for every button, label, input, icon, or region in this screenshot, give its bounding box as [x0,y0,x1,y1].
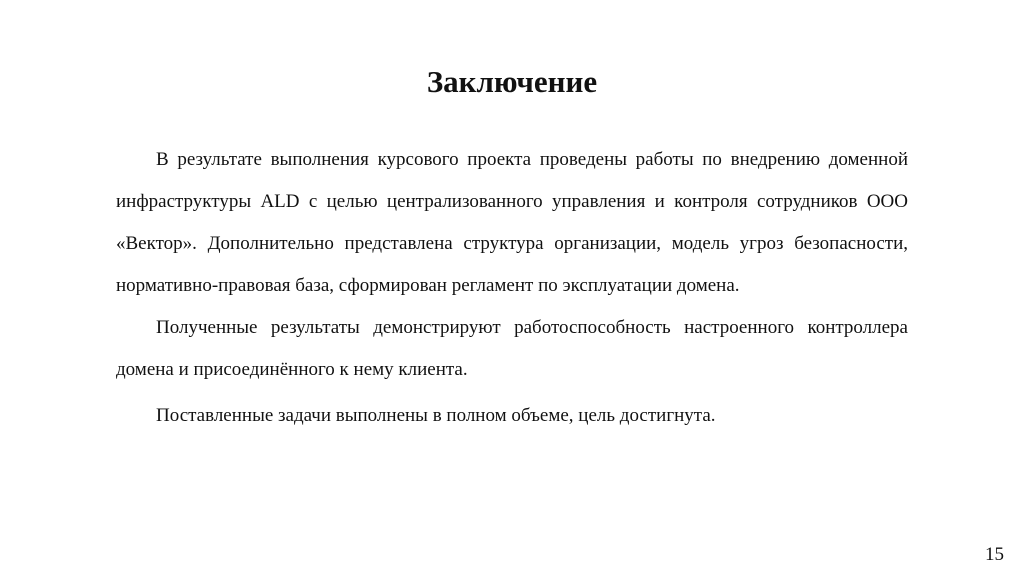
paragraph-conclusion: Поставленные задачи выполнены в полном объеме, цель достигнута. [156,405,716,426]
paragraph-results: Полученные результаты демонстрируют работоспособность настроенного контроллера домена и присоединённого к нему клиента. [116,317,908,380]
page-number: 15 [985,544,1004,565]
slide-title: Заключение [426,64,598,99]
slide-body [116,139,908,437]
paragraph-summary: В результате выполнения курсового проекта проведены работы по внедрению доменной инфраструктуры ALD с целью централизованного управления и контроля сотрудников ООО «Вектор». Дополнительно представлена структура организации, модель угроз безопасности, нормативно-правовая база, сформирован регламент по эксплуатации домена. [116,149,908,296]
